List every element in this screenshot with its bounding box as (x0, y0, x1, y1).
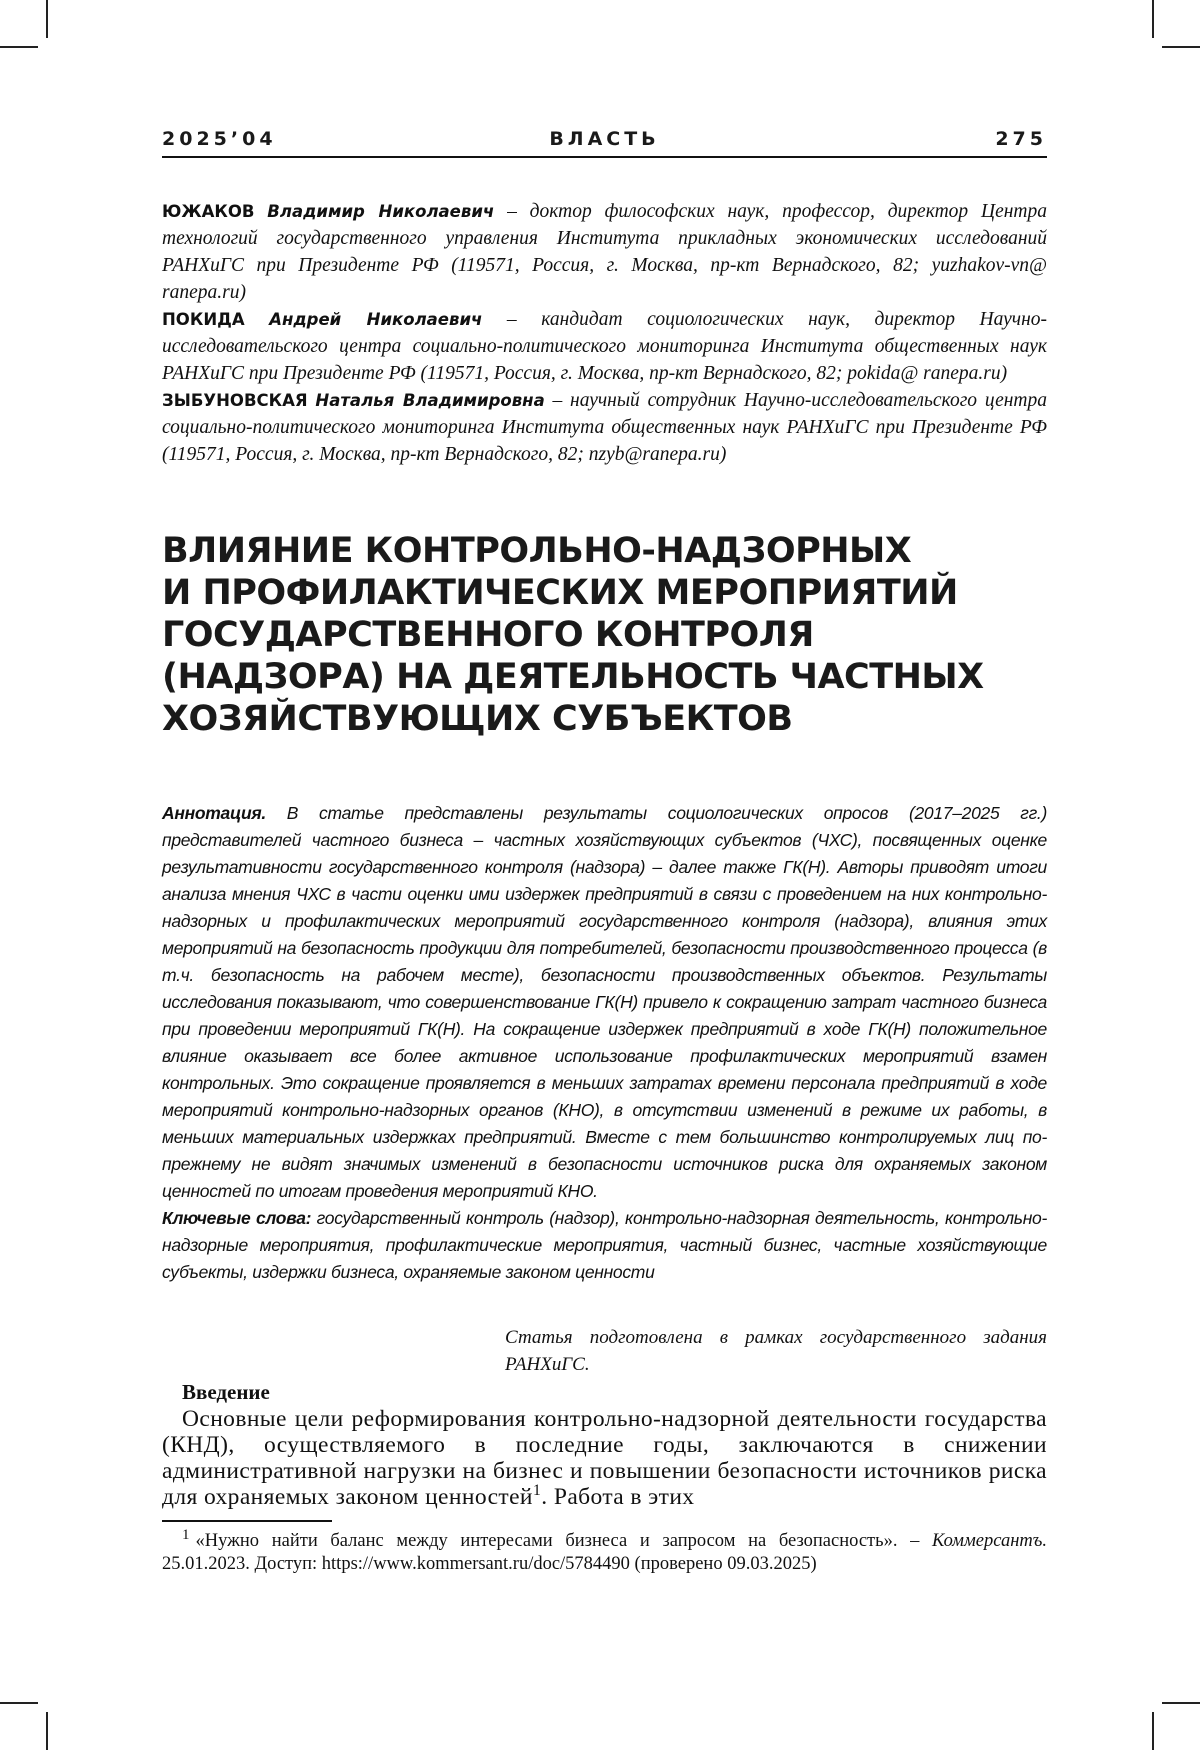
title-line: ГОСУДАРСТВЕННОГО КОНТРОЛЯ (162, 614, 1047, 656)
journal-page (162, 0, 1047, 1750)
crop-mark-bottom-left-horizontal (0, 1702, 38, 1704)
journal-title: ВЛАСТЬ (162, 128, 1047, 150)
body-paragraph (162, 1406, 1047, 1510)
footnote-quote: «Нужно найти баланс между интересами бизнеса и запросом на безопасность». – (196, 1531, 920, 1551)
abstract-text: В статье представлены результаты социологических опросов (2017–2025 гг.) представителей частного бизнеса – частных хозяйствующих субъектов (ЧХС), посвященных оценке результативности государственного контроля (надзора) – далее также ГК(Н). Авторы приводят итоги анализа мнения ЧХС в части оценки ими издержек предприятий в связи с проведением на них контрольно-надзорных и профилактических мероприятий государственного контроля (надзора), влияния этих мероприятий на безопасность продукции для потребителей, безопасности производственного процесса (в т.ч. безопасность на рабочем месте), безопасности производственных объектов. Результаты исследования показывают, что совершенствование ГК(Н) привело к сокращению затрат частного бизнеса при проведении мероприятий ГК(Н). На сокращение издержек предприятий в ходе ГК(Н) положительное влияние оказывает все более активное использование профилактических мероприятий взамен контрольных. Это сокращение проявляется в меньших затратах времени персонала предприятий в ходе мероприятий контрольно-надзорных органов (КНО), в отсутствии изменений в режиме их работы, в меньших материальных издержках предприятий. Вместе с тем большинство контролируемых лиц по-прежнему не видят значимых изменений в безопасности источников риска для охраняемых законом ценностей по итогам проведения мероприятий КНО. (162, 803, 1047, 1201)
title-line: ВЛИЯНИЕ КОНТРОЛЬНО-НАДЗОРНЫХ (162, 530, 1047, 572)
abstract-block (162, 800, 1047, 1286)
crop-mark-top-right-vertical (1152, 0, 1154, 38)
funding-note: Статья подготовлена в рамках государственного задания РАНХиГС. (505, 1324, 1047, 1378)
crop-mark-bottom-right-vertical (1152, 1712, 1154, 1750)
footnote-number: 1 (182, 1527, 190, 1543)
author-surname: ПОКИДА (162, 310, 245, 329)
author-entry (162, 198, 1047, 306)
author-given-name: Владимир Николаевич (267, 202, 494, 221)
title-line: ХОЗЯЙСТВУЮЩИХ СУБЪЕКТОВ (162, 698, 1047, 740)
footnote-reference[interactable]: 1 (533, 1482, 541, 1499)
author-given-name: Наталья Владимировна (315, 391, 544, 410)
keywords-label: Ключевые слова: (162, 1208, 311, 1228)
crop-mark-bottom-left-vertical (46, 1712, 48, 1750)
author-bio: – кандидат социологических наук, директор Научно-исследовательского центра социально-политического мониторинга Института общественных наук РАНХиГС при Президенте РФ (119571, Россия, г. Москва, пр-кт Вернадского, 82; pokida@ ranepa.ru) (162, 309, 1047, 384)
crop-mark-bottom-right-horizontal (1162, 1702, 1200, 1704)
crop-mark-top-left-horizontal (0, 46, 38, 48)
abstract-label: Аннотация. (162, 803, 266, 823)
issue-number: 2025’04 (162, 128, 277, 150)
article-title (162, 530, 1047, 740)
keywords (162, 1205, 1047, 1286)
footnote (162, 1530, 1047, 1576)
author-entry (162, 306, 1047, 387)
author-surname: ЗЫБУНОВСКАЯ (162, 391, 308, 410)
paragraph-continuation: . Работа в этих (541, 1484, 694, 1510)
author-surname: ЮЖАКОВ (162, 202, 254, 221)
title-line: И ПРОФИЛАКТИЧЕСКИХ МЕРОПРИЯТИЙ (162, 572, 1047, 614)
author-list (162, 198, 1047, 468)
paragraph-text: Основные цели реформирования контрольно-надзорной деятельности государства (КНД), осуществляемого в последние годы, заключаются в снижении административной нагрузки на бизнес и повышении безопасности источников риска для охраняемых законом ценностей (162, 1406, 1047, 1510)
section-heading: Введение (182, 1380, 270, 1405)
crop-mark-top-left-vertical (46, 0, 48, 38)
running-head (162, 124, 1047, 154)
header-rule (162, 156, 1047, 158)
footnote-rule (162, 1520, 332, 1522)
page-number: 275 (995, 128, 1047, 150)
author-bio: – научный сотрудник Научно-исследовательского центра социально-политического мониторинга Института общественных наук РАНХиГС при Президенте РФ (119571, Россия, г. Москва, пр-кт Вернадского, 82; nzyb@ranepa.ru) (162, 390, 1047, 465)
author-bio: – доктор философских наук, профессор, директор Центра технологий государственного управления Института прикладных экономических исследований РАНХиГС при Президенте РФ (119571, Россия, г. Москва, пр-кт Вернадского, 82; yuzhakov-vn@ ranepa.ru) (162, 201, 1047, 303)
keywords-text: государственный контроль (надзор), контрольно-надзорная деятельность, контрольно-надзорные мероприятия, профилактические мероприятия, частный бизнес, частные хозяйствующие субъекты, издержки бизнеса, охраняемые законом ценности (162, 1208, 1047, 1282)
author-entry (162, 387, 1047, 468)
title-line: (НАДЗОРА) НА ДЕЯТЕЛЬНОСТЬ ЧАСТНЫХ (162, 656, 1047, 698)
abstract (162, 800, 1047, 1205)
footnote-details: 25.01.2023. Доступ: https://www.kommersant.ru/doc/5784490 (проверено 09.03.2025) (162, 1554, 817, 1574)
footnote-source: Коммерсантъ. (932, 1531, 1047, 1551)
author-given-name: Андрей Николаевич (269, 310, 482, 329)
crop-mark-top-right-horizontal (1162, 46, 1200, 48)
